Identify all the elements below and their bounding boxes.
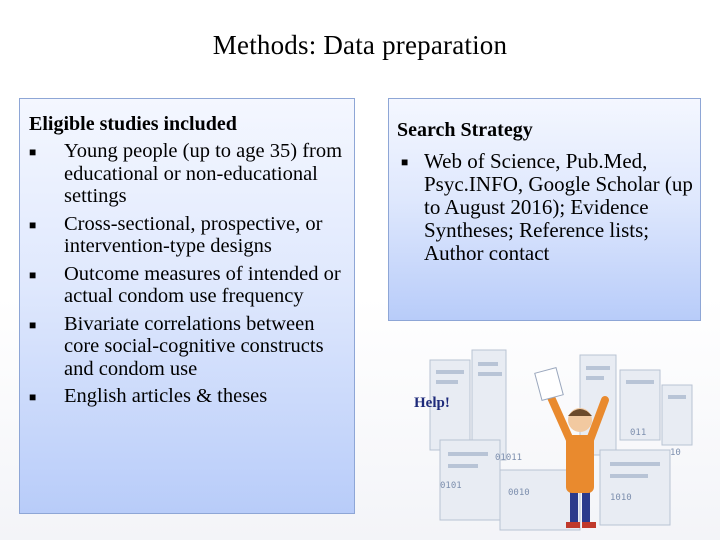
list-item	[29, 263, 354, 308]
search-strategy-list	[397, 150, 700, 265]
eligible-studies-list	[29, 140, 354, 408]
search-strategy-heading: Search Strategy	[397, 119, 533, 141]
square-bullet-icon: ■	[29, 267, 37, 282]
list-item	[397, 150, 700, 265]
square-bullet-icon: ■	[401, 155, 409, 169]
square-bullet-icon: ■	[29, 217, 37, 232]
eligible-studies-heading: Eligible studies included	[29, 113, 237, 135]
svg-text:0101: 0101	[440, 481, 462, 491]
list-item	[29, 385, 354, 408]
person-buried-in-data-papers-icon	[400, 340, 710, 535]
list-item-text: Web of Science, Pub.Med, Psyc.INFO, Google Scholar (up to August 2016); Evidence Syntheses; Reference lists; Author contact	[424, 149, 693, 265]
eligible-studies-box	[19, 98, 355, 514]
svg-text:10: 10	[670, 448, 681, 458]
help-text: Help!	[414, 395, 450, 411]
svg-text:0010: 0010	[508, 488, 530, 498]
search-strategy-box	[388, 98, 701, 321]
list-item	[29, 313, 354, 381]
list-item	[29, 140, 354, 208]
svg-text:01011: 01011	[495, 453, 523, 463]
slide-title: Methods: Data preparation	[212, 30, 508, 60]
list-item-text: Outcome measures of intended or actual condom use frequency	[64, 262, 341, 307]
svg-text:011: 011	[630, 428, 647, 438]
list-item-text: Young people (up to age 35) from educational or non-educational settings	[64, 140, 343, 207]
square-bullet-icon: ■	[29, 317, 37, 332]
square-bullet-icon: ■	[29, 390, 37, 404]
list-item-text: English articles & theses	[64, 385, 268, 407]
svg-text:1010: 1010	[610, 493, 632, 503]
list-item-text: Bivariate correlations between core social-cognitive constructs and condom use	[64, 312, 324, 380]
square-bullet-icon: ■	[29, 145, 37, 159]
list-item	[29, 213, 354, 258]
list-item-text: Cross-sectional, prospective, or intervention-type designs	[64, 212, 323, 257]
